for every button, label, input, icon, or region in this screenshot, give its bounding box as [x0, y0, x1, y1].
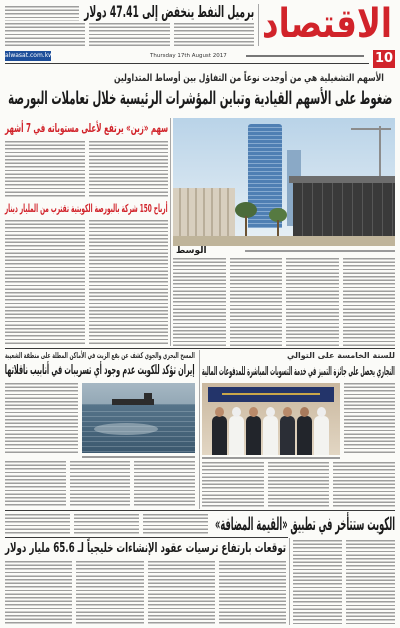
palm-trunk	[245, 216, 247, 236]
exchange-building	[293, 180, 395, 236]
vat-headline: الكويت ستتأخر في تطبيق «القيمة المضافة»	[214, 514, 395, 535]
section-rule	[5, 537, 288, 538]
bourse-kicker-box	[114, 72, 384, 85]
section-rule	[5, 510, 395, 511]
profits-body	[5, 220, 168, 346]
iran-headline: إيران تؤكد للكويت عدم وجود أي تسريبات في أنابيب ناقلاتها	[5, 363, 195, 378]
vat-body	[293, 540, 395, 625]
person-suit	[246, 416, 261, 455]
article-logo-text: الوسط	[176, 246, 207, 256]
sea-photo-caption	[82, 456, 195, 458]
profits-headline: أرباح 150 شركة بالبورصة الكويتية تقترب من المليار دينار	[5, 202, 168, 215]
section-rule	[5, 348, 395, 349]
crane-arm	[351, 128, 391, 130]
person-dishdasha	[263, 416, 278, 455]
najjari-side-text	[344, 383, 395, 455]
article-logo	[176, 246, 207, 256]
construction-body	[5, 561, 286, 625]
exchange-roof	[289, 176, 395, 183]
text-column	[286, 258, 339, 346]
text-column	[76, 561, 143, 625]
oil-headline: برميل النفط ينخفض إلى 47.41 دولار	[83, 2, 254, 21]
left-building	[173, 188, 235, 236]
zain-headline-box	[5, 121, 168, 136]
person-dishdasha	[314, 416, 329, 455]
person-dishdasha	[229, 416, 244, 455]
text-column	[174, 23, 254, 47]
iran-kicker-box	[5, 351, 195, 361]
ground	[173, 236, 395, 246]
website-badge	[5, 51, 54, 61]
oil-body	[5, 23, 254, 47]
header-divider	[258, 4, 259, 46]
text-column	[89, 141, 169, 197]
bourse-headline-box	[8, 86, 392, 112]
text-column	[219, 561, 286, 625]
construction-headline-box	[5, 540, 286, 558]
sea-photo	[82, 383, 195, 453]
text-column	[134, 461, 195, 508]
bourse-building-photo	[173, 118, 395, 246]
group-photo-caption	[202, 457, 340, 459]
text-column	[268, 462, 330, 508]
ship-bridge	[144, 393, 152, 399]
construction-headline: توقعات بارتفاع ترسيات عقود الإنشاءات خليجياً لـ 65.6 مليار دولار	[4, 541, 287, 556]
ship-hull	[112, 399, 154, 405]
person-ghutra	[232, 407, 241, 417]
text-column	[202, 462, 264, 508]
person-head	[249, 407, 258, 417]
najjari-kicker-box	[205, 351, 395, 361]
palm-trunk	[277, 220, 279, 236]
oil-headline-box	[84, 3, 254, 21]
text-column	[5, 141, 85, 197]
najjari-headline: النجاري يحصل على جائزة التميز في خدمة التسويات المباشرة للمدفوعات المالية	[202, 364, 395, 378]
page-number: 10	[374, 51, 394, 66]
iran-side-text	[5, 383, 78, 455]
column-divider	[199, 350, 200, 509]
text-column	[230, 258, 283, 346]
najjari-body	[202, 462, 395, 508]
person-head	[300, 407, 309, 417]
text-column	[70, 461, 131, 508]
text-column	[74, 514, 139, 535]
person-head	[283, 407, 292, 417]
date-line-box	[150, 52, 242, 60]
bourse-body	[173, 258, 395, 346]
column-divider	[289, 538, 290, 625]
date-arabic-line	[246, 55, 364, 57]
oil-intro-text	[5, 6, 79, 21]
person-suit	[212, 416, 227, 455]
najjari-kicker: للسنة الخامسة على التوالي	[286, 351, 395, 360]
strip-rule	[5, 63, 369, 64]
date-english: Thursday 17th August 2017	[150, 53, 227, 59]
text-column	[5, 23, 85, 47]
person-suit	[297, 416, 312, 455]
section-logo	[262, 2, 392, 46]
text-column	[5, 514, 70, 535]
vat-headline-box	[215, 513, 395, 536]
zain-body	[5, 141, 168, 197]
text-column	[346, 540, 395, 625]
column-divider	[170, 118, 171, 346]
bourse-headline: ضغوط على الأسهم القيادية وتباين المؤشرات الرئيسية خلال تعاملات البورصة	[7, 88, 392, 109]
photo-caption	[245, 250, 395, 252]
award-group-photo	[202, 383, 340, 455]
text-column	[89, 23, 169, 47]
text-column	[343, 258, 396, 346]
zain-headline: سهم «زين» يرتفع لأعلى مستوياته في 7 أشهر	[4, 121, 168, 135]
text-column	[143, 514, 208, 535]
upper-left-body	[5, 514, 208, 535]
person-suit	[280, 416, 295, 455]
website-url: alwasat.com.kw	[5, 52, 54, 59]
text-column	[173, 258, 226, 346]
section-title: الاقتصاد	[262, 1, 392, 47]
text-column	[89, 220, 169, 346]
text-column	[5, 220, 85, 346]
najjari-headline-box	[202, 362, 395, 380]
bourse-kicker: الأسهم التشغيلية هي من أوجدت نوعاً من التفاؤل بين أوساط المتداولين	[114, 73, 384, 84]
text-column	[148, 561, 215, 625]
profits-headline-box	[5, 202, 168, 216]
text-column	[5, 461, 66, 508]
iran-body	[5, 461, 195, 508]
person-ghutra	[317, 407, 326, 417]
banner-stripe	[222, 393, 320, 395]
person-ghutra	[266, 407, 275, 417]
text-column	[5, 561, 72, 625]
text-column	[293, 540, 342, 625]
oil-slick	[94, 423, 158, 435]
text-column	[333, 462, 395, 508]
iran-kicker: المسح البحري والجوي كشف عن بقع الزيت في الأماكن المطلة على منطقة الشعيبة	[5, 351, 195, 360]
page-number-box	[373, 50, 395, 68]
person-head	[215, 407, 224, 417]
